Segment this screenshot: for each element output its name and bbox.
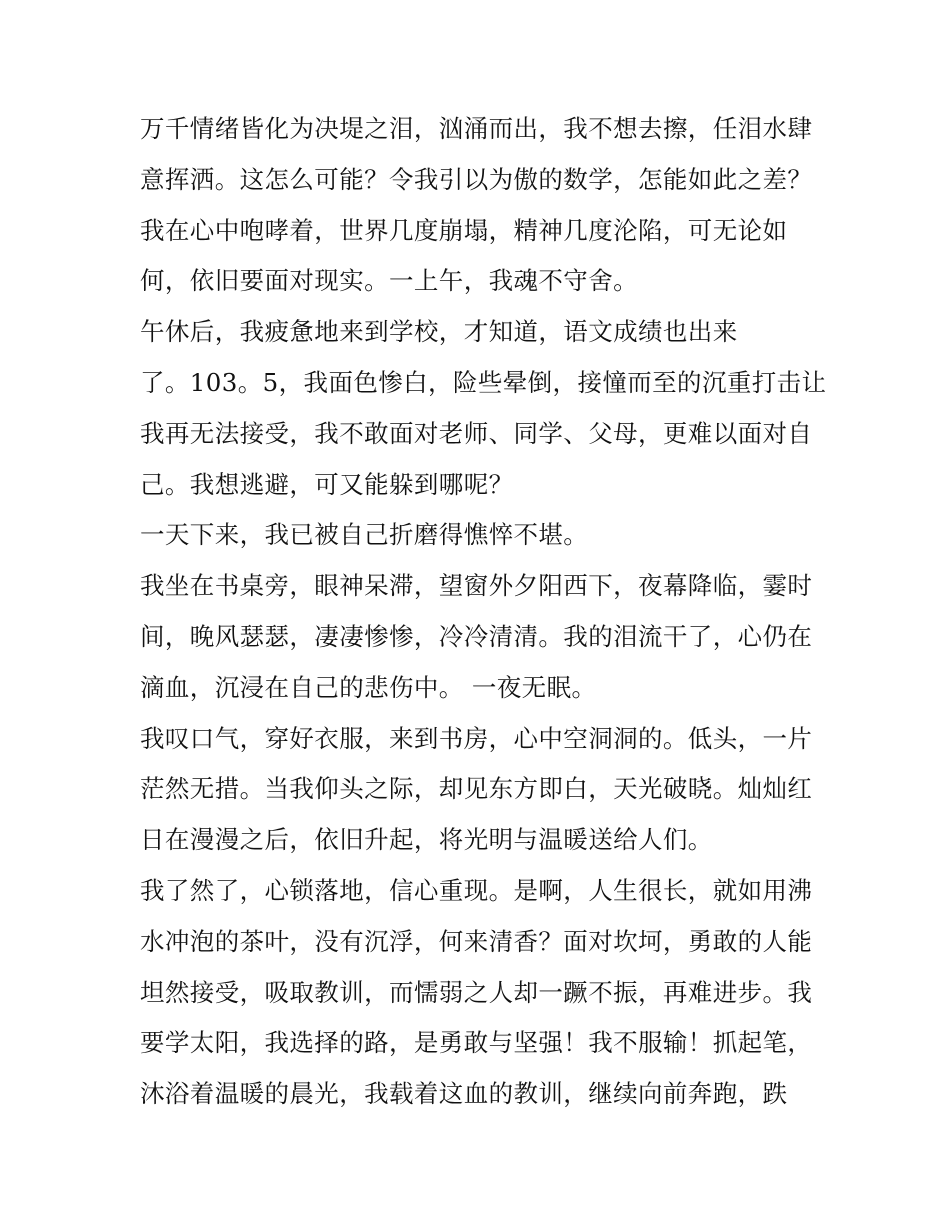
text-line: 茫然无措。当我仰头之际，却见东方即白，天光破晓。灿灿红 [140, 774, 813, 804]
text-line: 我再无法接受，我不敢面对老师、同学、父母，更难以面对自 [140, 418, 813, 448]
text-line: 坦然接受，吸取教训，而懦弱之人却一蹶不振，再难进步。我 [140, 977, 813, 1007]
text-line: 了。103。5，我面色惨白，险些晕倒，接憧而至的沉重打击让 [140, 367, 827, 397]
text-line: 水冲泡的茶叶，没有沉浮，何来清香？面对坎坷，勇敢的人能 [140, 926, 813, 956]
text-line: 己。我想逃避，可又能躲到哪呢？ [140, 469, 514, 499]
text-line: 我在心中咆哮着，世界几度崩塌，精神几度沦陷，可无论如 [140, 215, 788, 245]
text-line: 我叹口气，穿好衣服，来到书房，心中空洞洞的。低头，一片 [140, 723, 813, 753]
text-line: 我了然了，心锁落地，信心重现。是啊，人生很长，就如用沸 [140, 875, 813, 905]
text-line: 一天下来，我已被自己折磨得憔悴不堪。 [140, 520, 589, 550]
text-line: 日在漫漫之后，依旧升起，将光明与温暖送给人们。 [140, 825, 713, 855]
text-line: 万千情绪皆化为决堤之泪，汹涌而出，我不想去擦，任泪水肆 [140, 114, 813, 143]
text-line: 要学太阳，我选择的路，是勇敢与坚强！我不服输！抓起笔， [140, 1028, 813, 1058]
text-line: 滴血，沉浸在自己的悲伤中。 一夜无眠。 [140, 672, 597, 702]
text-line: 意挥洒。这怎么可能？令我引以为傲的数学，怎能如此之差？ [140, 164, 813, 194]
text-line: 何，依旧要面对现实。一上午，我魂不守舍。 [140, 266, 638, 296]
essay-body [140, 104, 827, 1120]
text-line: 我坐在书桌旁，眼神呆滞，望窗外夕阳西下，夜幕降临，霎时 [140, 571, 813, 601]
text-line: 午休后，我疲惫地来到学校，才知道，语文成绩也出来 [140, 317, 738, 347]
text-line: 沐浴着温暖的晨光，我载着这血的教训，继续向前奔跑，跌 [140, 1079, 788, 1109]
text-line: 间，晚风瑟瑟，凄凄惨惨，冷冷清清。我的泪流干了，心仍在 [140, 621, 813, 651]
